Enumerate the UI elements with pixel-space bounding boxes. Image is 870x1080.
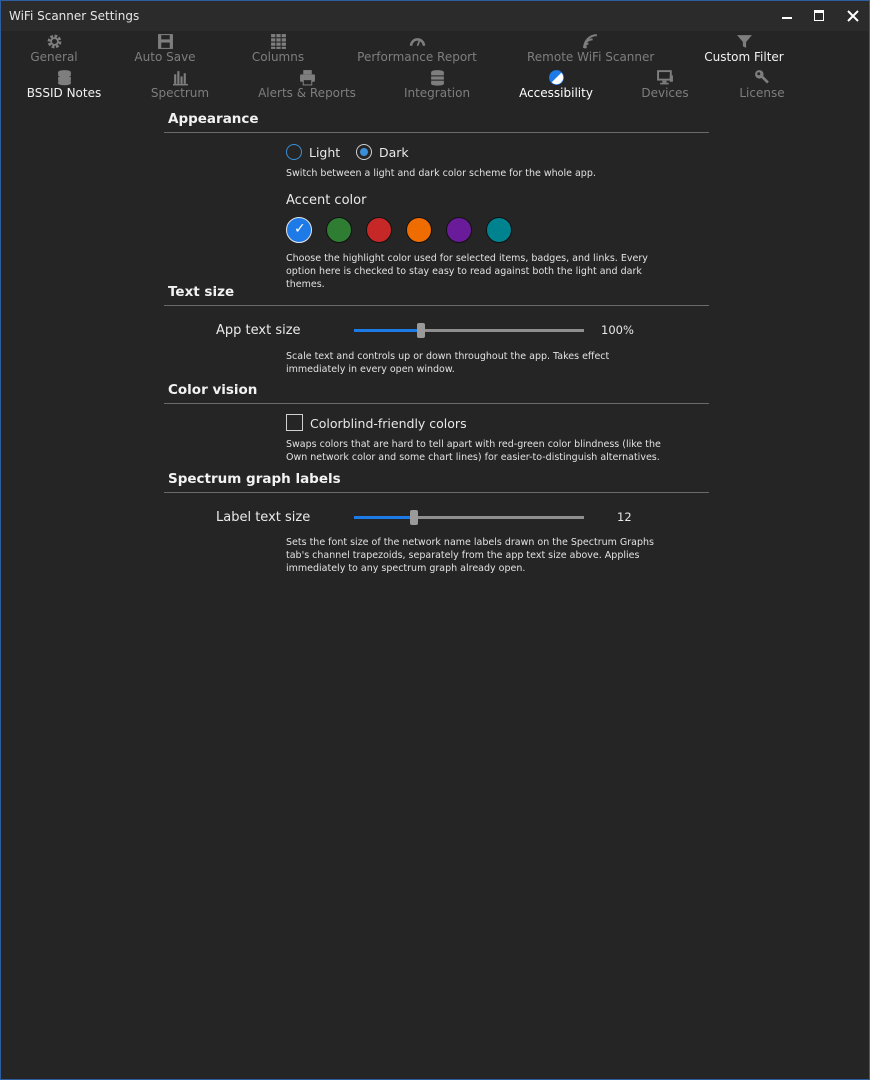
monitor-icon	[657, 69, 674, 86]
tab-label: BSSID Notes	[26, 86, 102, 100]
tab-label: Devices	[641, 86, 689, 100]
maximize-button[interactable]	[807, 7, 831, 25]
close-icon	[847, 10, 859, 22]
accent-swatch-teal[interactable]	[486, 217, 512, 243]
printer-icon	[299, 69, 316, 86]
database-icon	[56, 69, 73, 86]
tab-license[interactable]	[735, 69, 789, 100]
tab-label: License	[739, 86, 785, 100]
tab-custom-filter[interactable]	[703, 33, 785, 64]
light-radio-label[interactable]: Light	[309, 145, 341, 160]
tab-label: Remote WiFi Scanner	[527, 50, 655, 64]
tab-columns[interactable]	[245, 33, 311, 64]
floppy-disk-icon	[157, 33, 174, 50]
slider-thumb[interactable]	[417, 323, 425, 338]
window-title: WiFi Scanner Settings	[9, 9, 140, 23]
colorblind-checkbox-label[interactable]: Colorblind-friendly colors	[310, 416, 467, 431]
close-button[interactable]	[841, 7, 865, 25]
accent-description: Choose the highlight color used for selected items, badges, and links. Every option here is checked to stay easy to read against both the light and dark themes.	[286, 253, 648, 290]
tab-label: Auto Save	[134, 50, 196, 64]
tab-label: Accessibility	[519, 86, 593, 100]
tab-label: Spectrum	[150, 86, 210, 100]
gear-icon	[46, 33, 63, 50]
tab-label: Performance Report	[357, 50, 477, 64]
gauge-icon	[409, 33, 426, 50]
accent-swatch-blue[interactable]	[286, 217, 312, 243]
tab-label: General	[30, 50, 78, 64]
tab-alerts-reports[interactable]	[257, 69, 357, 100]
light-radio[interactable]	[286, 144, 302, 160]
accent-color-label: Accent color	[286, 193, 367, 208]
tab-general[interactable]	[24, 33, 84, 64]
columns-grid-icon	[270, 33, 287, 50]
accent-swatch-purple[interactable]	[446, 217, 472, 243]
tab-integration[interactable]	[401, 69, 473, 100]
accent-swatch-green[interactable]	[326, 217, 352, 243]
slider-thumb[interactable]	[410, 510, 418, 525]
accent-swatch-orange[interactable]	[406, 217, 432, 243]
tab-label: Custom Filter	[704, 50, 784, 64]
label-text-size-value: 12	[617, 510, 632, 524]
tab-bssid-notes[interactable]	[24, 69, 104, 100]
divider	[164, 403, 709, 404]
tab-label: Columns	[251, 50, 305, 64]
tab-devices[interactable]	[635, 69, 695, 100]
minimize-icon	[782, 17, 792, 19]
app-text-size-value: 100%	[601, 323, 634, 337]
colorblind-checkbox[interactable]	[286, 414, 303, 431]
title-bar[interactable]	[1, 1, 869, 31]
text-size-description: Scale text and controls up or down throughout the app. Takes effect immediately in every open window.	[286, 351, 610, 375]
spectrum-labels-description: Sets the font size of the network name labels drawn on the Spectrum Graphs tab's channel trapezoids, separately from the app text size above. Applies immediately to any spectrum graph already open.	[286, 537, 655, 574]
contrast-circle-icon	[548, 69, 565, 86]
label-text-size-label: Label text size	[216, 510, 311, 525]
color-vision-description: Swaps colors that are hard to tell apart with red-green color blindness (like the Own network color and some chart lines) for easier-to-distinguish alternatives.	[286, 439, 661, 463]
minimize-button[interactable]	[775, 7, 799, 25]
wifi-signal-icon	[582, 33, 599, 50]
tab-auto-save[interactable]	[130, 33, 200, 64]
tab-spectrum[interactable]	[145, 69, 215, 100]
filter-funnel-icon	[736, 33, 753, 50]
section-title-color-vision: Color vision	[168, 382, 258, 398]
divider	[164, 132, 709, 133]
tab-remote-wifi-scanner[interactable]	[527, 33, 653, 64]
key-icon	[754, 69, 771, 86]
tab-performance-report[interactable]	[357, 33, 477, 64]
tab-accessibility[interactable]	[515, 69, 597, 100]
section-title-spectrum-labels: Spectrum graph labels	[168, 471, 341, 487]
database-stack-icon	[429, 69, 446, 86]
tab-label: Integration	[403, 86, 471, 100]
tab-label: Alerts & Reports	[258, 86, 356, 100]
bar-chart-icon	[172, 69, 189, 86]
slider-fill	[354, 516, 414, 519]
dark-radio[interactable]	[356, 144, 372, 160]
dark-radio-label[interactable]: Dark	[379, 145, 409, 160]
slider-fill	[354, 329, 421, 332]
app-text-size-label: App text size	[216, 323, 301, 338]
maximize-icon	[814, 10, 824, 21]
section-title-text-size: Text size	[168, 284, 235, 300]
divider	[164, 305, 709, 306]
divider	[164, 492, 709, 493]
accent-swatch-red[interactable]	[366, 217, 392, 243]
section-title-appearance: Appearance	[168, 111, 259, 127]
checkmark-icon: ✓	[294, 221, 306, 237]
theme-description: Switch between a light and dark color scheme for the whole app.	[286, 168, 596, 179]
